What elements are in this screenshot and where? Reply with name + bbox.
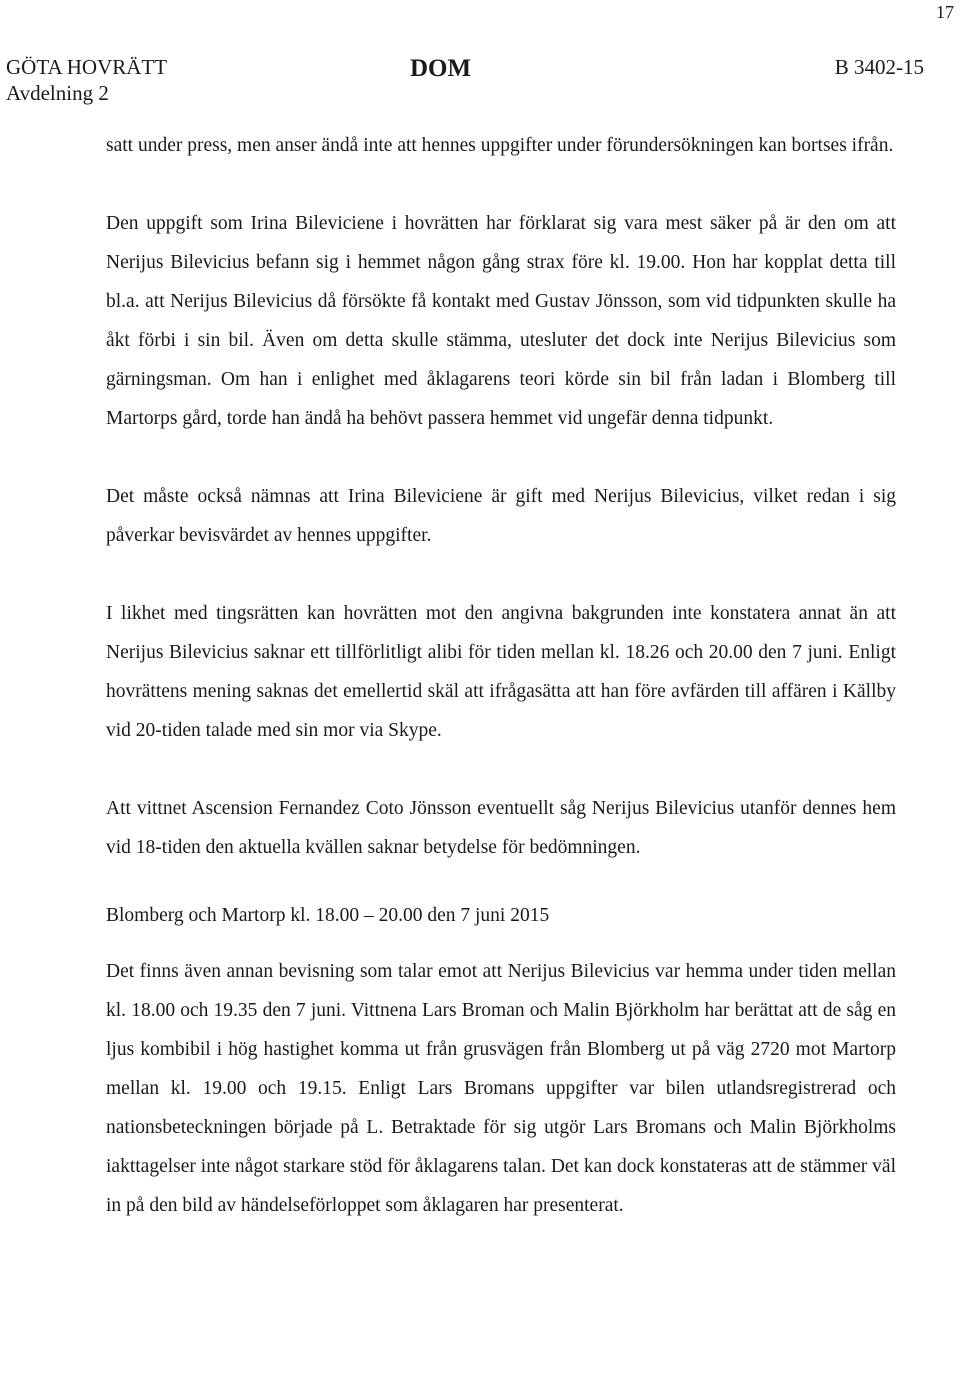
document-header	[6, 54, 924, 106]
paragraph: I likhet med tingsrätten kan hovrätten mot den angivna bakgrunden inte konstatera annat än att Nerijus Bilevicius saknar ett tillförlitligt alibi för tiden mellan kl. 18.26 och 20.00 den 7 juni. Enligt hovrättens mening saknas det emellertid skäl att ifrågasätta att han före avfärden till affären i Källby vid 20-tiden talade med sin mor via Skype.	[106, 603, 896, 741]
paragraph: Det måste också nämnas att Irina Bileviciene är gift med Nerijus Bilevicius, vilket redan i sig påverkar bevisvärdet av hennes uppgifter.	[106, 486, 896, 546]
document-type: DOM	[410, 55, 472, 82]
division-name: Avdelning 2	[6, 81, 109, 105]
page-number: 17	[936, 2, 954, 22]
case-number: B 3402-15	[834, 55, 924, 79]
paragraph: satt under press, men anser ändå inte att hennes uppgifter under förundersökningen kan bortses ifrån.	[106, 135, 894, 156]
court-name: GÖTA HOVRÄTT	[6, 55, 168, 79]
section-heading: Blomberg och Martorp kl. 18.00 – 20.00 den 7 juni 2015	[106, 905, 550, 926]
paragraph: Att vittnet Ascension Fernandez Coto Jönsson eventuellt såg Nerijus Bilevicius utanför dennes hem vid 18-tiden den aktuella kvällen saknar betydelse för bedömningen.	[106, 798, 896, 858]
paragraph: Den uppgift som Irina Bileviciene i hovrätten har förklarat sig vara mest säker på är den om att Nerijus Bilevicius befann sig i hemmet någon gång strax före kl. 19.00. Hon har kopplat detta till bl.a. att Nerijus Bilevicius då försökte få kontakt med Gustav Jönsson, som vid tidpunkten skulle ha åkt förbi i sin bil. Även om detta skulle stämma, utesluter det dock inte Nerijus Bilevicius som gärningsman. Om han i enlighet med åklagarens teori körde sin bil från ladan i Blomberg till Martorps gård, torde han ändå ha behövt passera hemmet vid ungefär denna tidpunkt.	[106, 213, 896, 429]
document-body	[106, 126, 896, 1264]
paragraph: Det finns även annan bevisning som talar emot att Nerijus Bilevicius var hemma under tiden mellan kl. 18.00 och 19.35 den 7 juni. Vittnena Lars Broman och Malin Björkholm har berättat att de såg en ljus kombibil i hög hastighet komma ut från grusvägen från Blomberg ut på väg 2720 mot Martorp mellan kl. 19.00 och 19.15. Enligt Lars Bromans uppgifter var bilen utlandsregistrerad och nationsbeteckningen började på L. Betraktade för sig utgör Lars Bromans och Malin Björkholms iakttagelser inte något starkare stöd för åklagarens talan. Det kan dock konstateras att de stämmer väl in på den bild av händelseförloppet som åklagaren har presenterat.	[106, 961, 896, 1216]
